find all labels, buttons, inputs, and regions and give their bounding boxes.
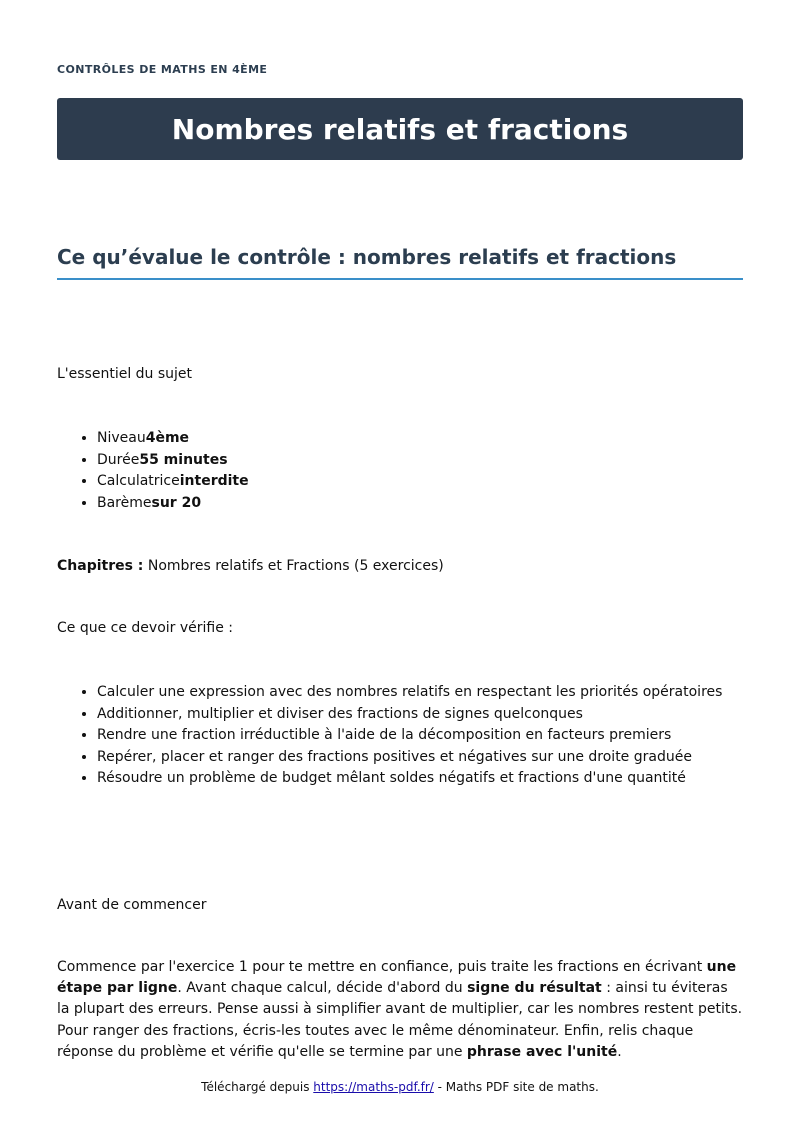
essentiel-heading: L'essentiel du sujet <box>57 366 193 382</box>
chapitres-line <box>57 556 444 577</box>
page-title: Nombres relatifs et fractions <box>171 112 629 146</box>
title-banner <box>57 98 743 160</box>
avant-heading: Avant de commencer <box>57 897 207 913</box>
list-item: • Barèmesur 20 <box>97 493 249 515</box>
list-item: • Niveau4ème <box>97 428 249 450</box>
footer: Téléchargé depuis https://maths-pdf.fr/ - Maths PDF site de maths. <box>201 1080 599 1094</box>
list-item: • Calculer une expression avec des nombres relatifs en respectant les priorités opératoires <box>97 682 722 704</box>
essentiel-list <box>57 428 249 514</box>
kicker: CONTRÔLES DE MATHS EN 4ÈME <box>57 63 268 76</box>
chapitres-text: Nombres relatifs et Fractions (5 exercices) <box>143 558 444 574</box>
chapitres-label: Chapitres : <box>57 558 144 574</box>
footer-link[interactable]: https://maths-pdf.fr/ <box>313 1080 434 1094</box>
list-item: • Additionner, multiplier et diviser des fractions de signes quelconques <box>97 704 722 726</box>
list-item: • Rendre une fraction irréductible à l'aide de la décomposition en facteurs premiers <box>97 725 722 747</box>
advice-paragraph: Commence par l'exercice 1 pour te mettre en confiance, puis traite les fractions en écrivant une étape par ligne. Avant chaque calcul, décide d'abord du signe du résultat : ainsi tu éviteras la plupart des erreurs. Pense aussi à simplifier avant de multiplier, car les nombres restent petits. Pour ranger des fractions, écris-les toutes avec le même dénominateur. Enfin, relis chaque réponse du problème et vérifie qu'elle se termine par une phrase avec l'unité. <box>57 959 743 1060</box>
list-item: • Durée55 minutes <box>97 450 249 472</box>
verifie-heading: Ce que ce devoir vérifie : <box>57 620 234 636</box>
section-title: Ce qu’évalue le contrôle : nombres relatifs et fractions <box>57 245 743 280</box>
list-item: • Calculatriceinterdite <box>97 471 249 493</box>
verifie-list <box>57 682 722 790</box>
list-item: • Repérer, placer et ranger des fractions positives et négatives sur une droite graduée <box>97 747 722 769</box>
list-item: • Résoudre un problème de budget mêlant soldes négatifs et fractions d'une quantité <box>97 768 722 790</box>
